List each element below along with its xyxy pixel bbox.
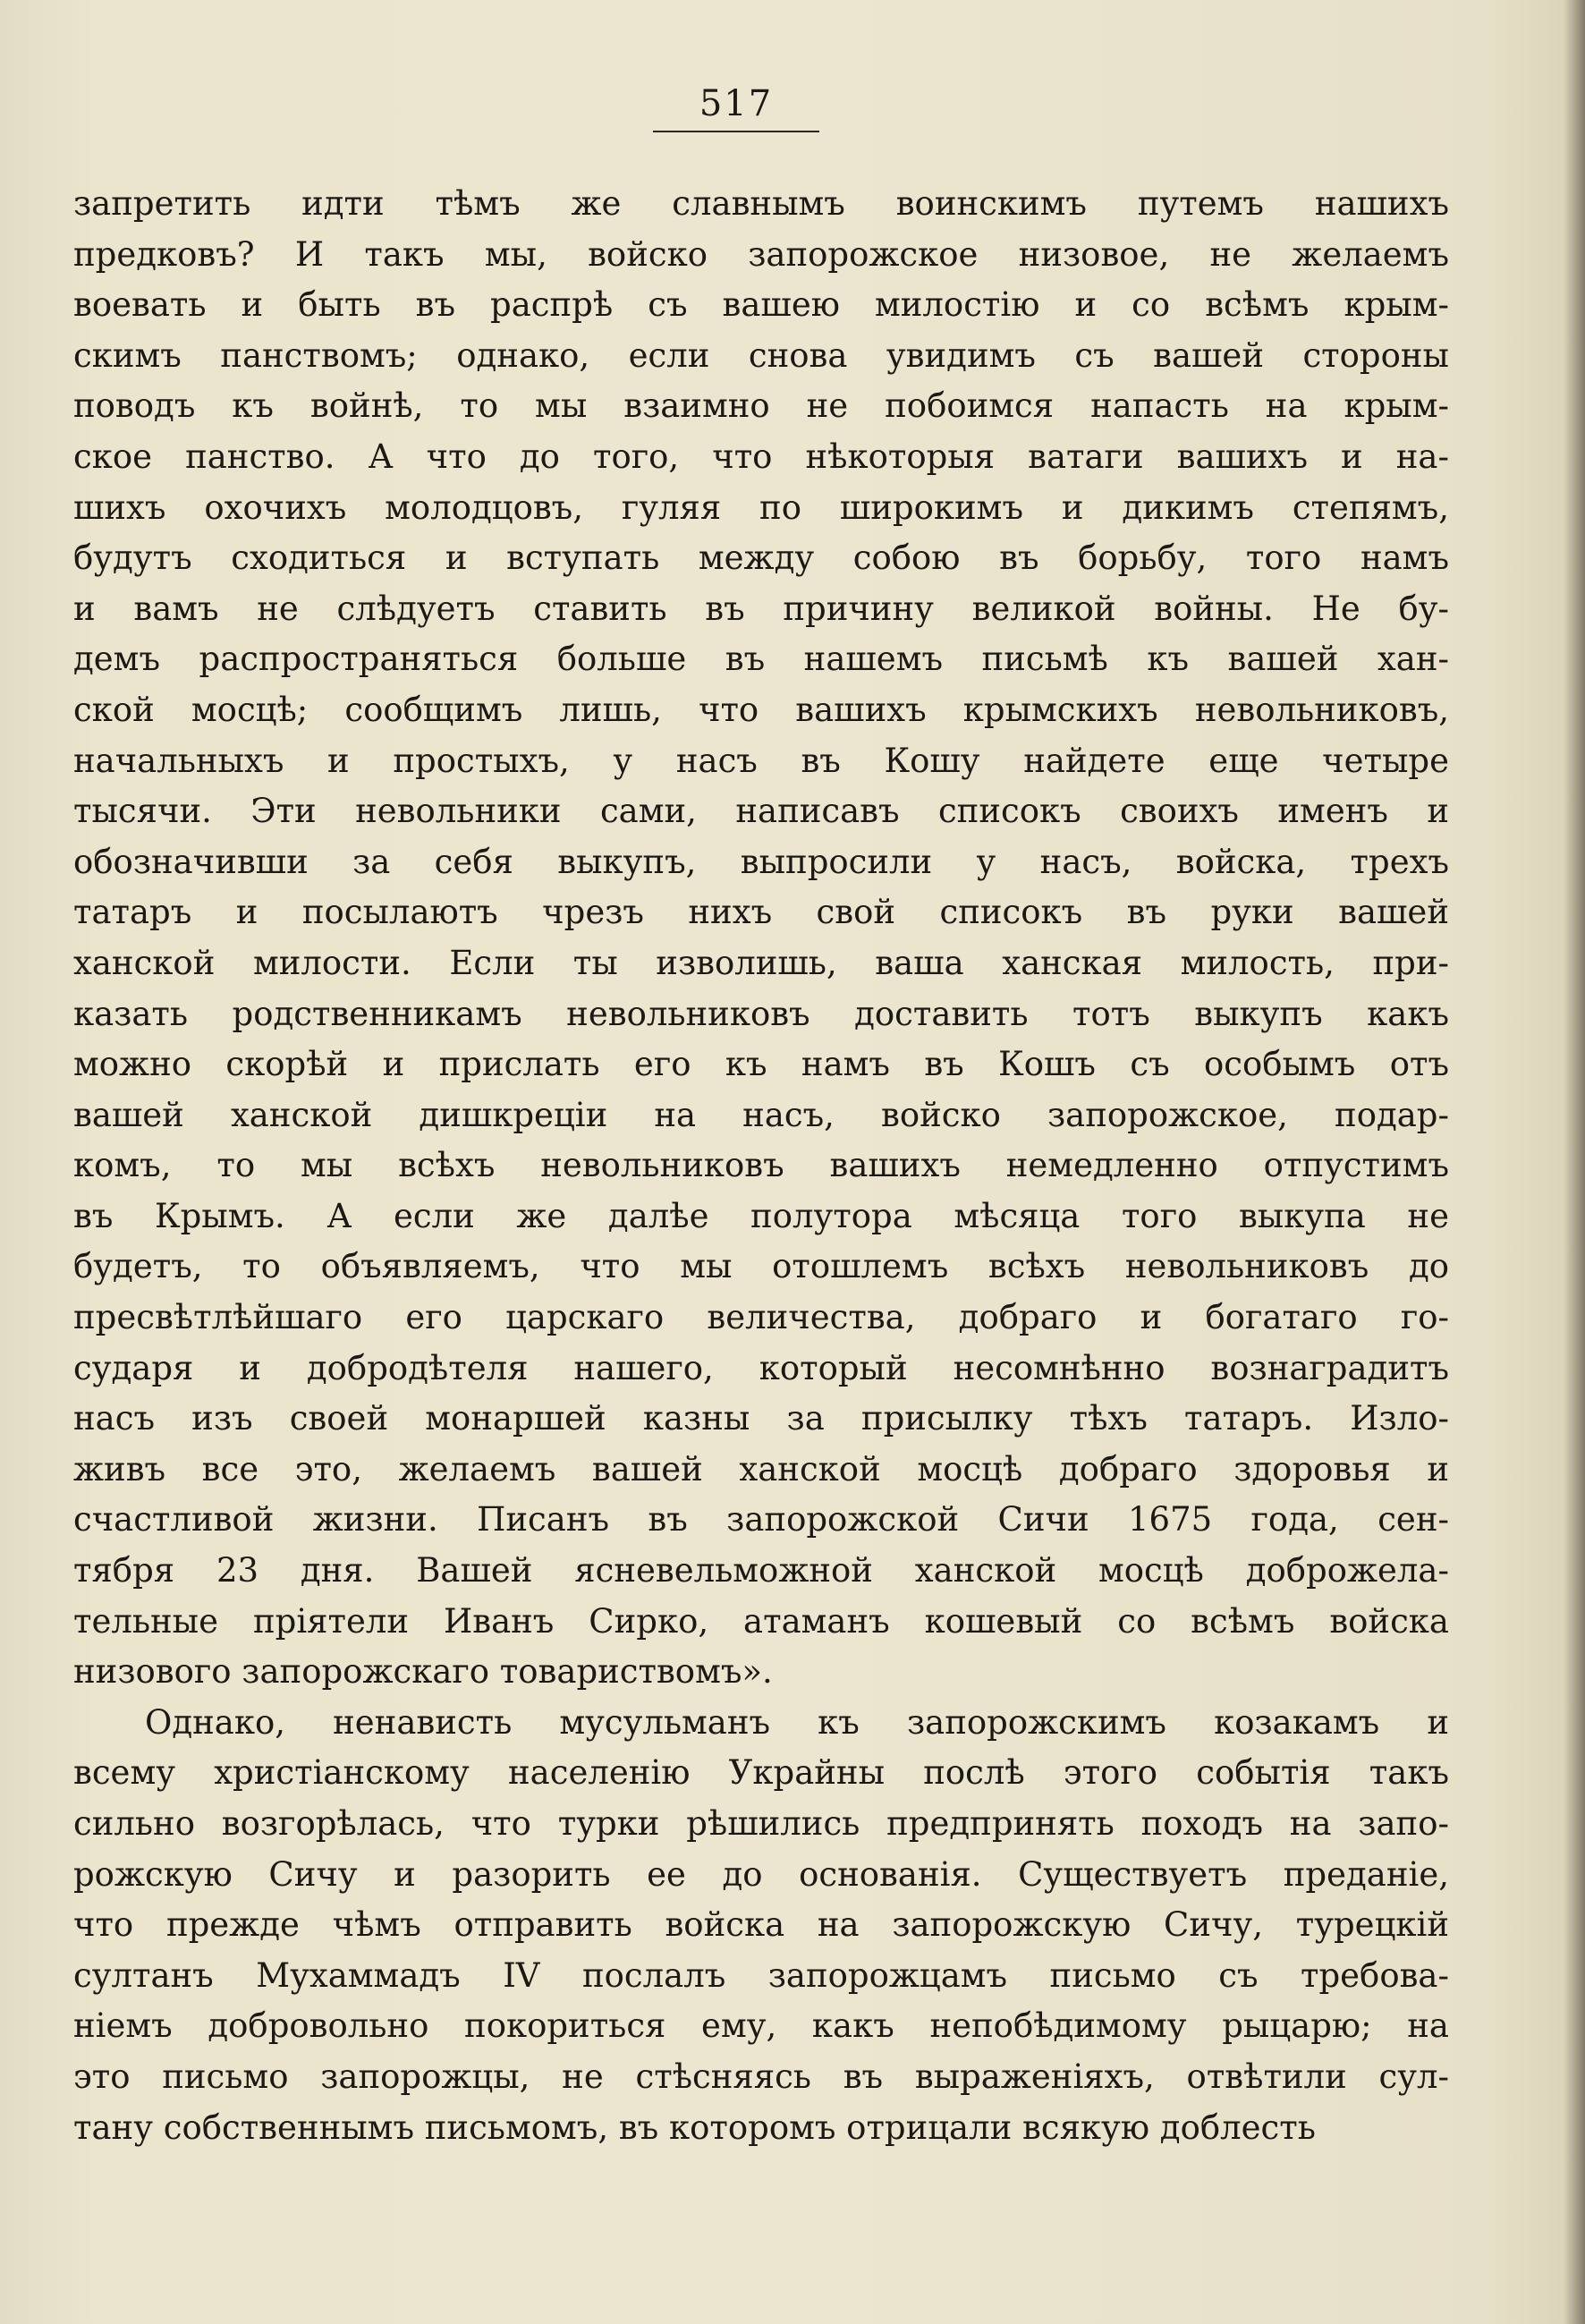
text-line: можно скорѣй и прислать его къ намъ въ Кошъ съ особымъ отъ <box>73 1045 1449 1084</box>
page-number: 517 <box>699 83 774 124</box>
text-line: ханской милости. Если ты изволишь, ваша ханская милость, при- <box>73 943 1449 982</box>
text-line: ское панство. А что до того, что нѣкоторыя ватаги вашихъ и на- <box>73 437 1449 476</box>
text-line: живъ все это, желаемъ вашей ханской мосцѣ добраго здоровья и <box>73 1449 1449 1489</box>
text-line: комъ, то мы всѣхъ невольниковъ вашихъ немедленно отпустимъ <box>73 1146 1449 1185</box>
text-line: тельные пріятели Иванъ Сирко, атаманъ кошевый со всѣмъ войска <box>73 1601 1449 1641</box>
text-line: предковъ? И такъ мы, войско запорожское низовое, не желаемъ <box>73 234 1449 274</box>
text-line: воевать и быть въ распрѣ съ вашею милостію и со всѣмъ крым- <box>73 285 1449 325</box>
text-line: всему христіанскому населенію Украйны послѣ этого событія такъ <box>73 1753 1449 1793</box>
text-line: это письмо запорожцы, не стѣсняясь въ выраженіяхъ, отвѣтили сул- <box>73 2057 1449 2096</box>
text-line: будутъ сходиться и вступать между собою въ борьбу, того намъ <box>73 539 1449 578</box>
text-line: насъ изъ своей монаршей казны за присылку тѣхъ татаръ. Изло- <box>73 1399 1449 1438</box>
text-line: казать родственникамъ невольниковъ доставить тотъ выкупъ какъ <box>73 994 1449 1033</box>
text-line: и вамъ не слѣдуетъ ставить въ причину великой войны. Не бу- <box>73 589 1449 628</box>
spine-shadow <box>1564 0 1585 2324</box>
text-line: сильно возгорѣлась, что турки рѣшились предпринять походъ на запо- <box>73 1804 1449 1843</box>
text-line: что прежде чѣмъ отправить войска на запорожскую Сичу, турецкій <box>73 1905 1449 1945</box>
text-line: сударя и добродѣтеля нашего, который несомнѣнно вознаградитъ <box>73 1348 1449 1387</box>
body-text <box>73 179 1449 2153</box>
text-line: демъ распространяться больше въ нашемъ письмѣ къ вашей хан- <box>73 640 1449 679</box>
paragraph <box>73 1698 1449 2153</box>
paragraph <box>73 179 1449 1698</box>
text-line: тября 23 дня. Вашей ясневельможной ханской мосцѣ доброжела- <box>73 1551 1449 1590</box>
text-line: тану собственнымъ письмомъ, въ которомъ отрицали всякую доблесть <box>73 2108 1316 2147</box>
text-line: запретить идти тѣмъ же славнымъ воинскимъ путемъ нашихъ <box>73 184 1449 223</box>
text-line: Однако, ненависть мусульманъ къ запорожскимъ козакамъ и <box>145 1702 1449 1742</box>
page-number-rule <box>653 131 819 132</box>
text-line: въ Крымъ. А если же далѣе полутора мѣсяца того выкупа не <box>73 1196 1449 1235</box>
text-line: тысячи. Эти невольники сами, написавъ списокъ своихъ именъ и <box>73 792 1449 831</box>
text-line: рожскую Сичу и разорить ее до основанія. Существуетъ преданіе, <box>73 1854 1449 1894</box>
text-line: султанъ Мухаммадъ IV послалъ запорожцамъ письмо съ требова- <box>73 1955 1449 1995</box>
text-line: татаръ и посылаютъ чрезъ нихъ свой списокъ въ руки вашей <box>73 893 1449 932</box>
text-line: вашей ханской дишкреціи на насъ, войско запорожское, подар- <box>73 1095 1449 1134</box>
text-line: начальныхъ и простыхъ, у насъ въ Кошу найдете еще четыре <box>73 741 1449 780</box>
text-line: скимъ панствомъ; однако, если снова увидимъ съ вашей стороны <box>73 335 1449 375</box>
text-line: будетъ, то объявляемъ, что мы отошлемъ всѣхъ невольниковъ до <box>73 1247 1449 1286</box>
text-line: поводъ къ войнѣ, то мы взаимно не побоимся напасть на крым- <box>73 386 1449 426</box>
text-line: ніемъ добровольно покориться ему, какъ непобѣдимому рыцарю; на <box>73 2006 1449 2046</box>
text-line: обозначивши за себя выкупъ, выпросили у насъ, войска, трехъ <box>73 842 1449 881</box>
text-line: шихъ охочихъ молодцовъ, гуляя по широкимъ и дикимъ степямъ, <box>73 488 1449 527</box>
text-line: низового запорожскаго товариствомъ». <box>73 1652 773 1692</box>
text-line: пресвѣтлѣйшаго его царскаго величества, добраго и богатаго го- <box>73 1298 1449 1337</box>
text-line: ской мосцѣ; сообщимъ лишь, что вашихъ крымскихъ невольниковъ, <box>73 690 1449 729</box>
text-line: счастливой жизни. Писанъ въ запорожской Сичи 1675 года, сен- <box>73 1500 1449 1539</box>
